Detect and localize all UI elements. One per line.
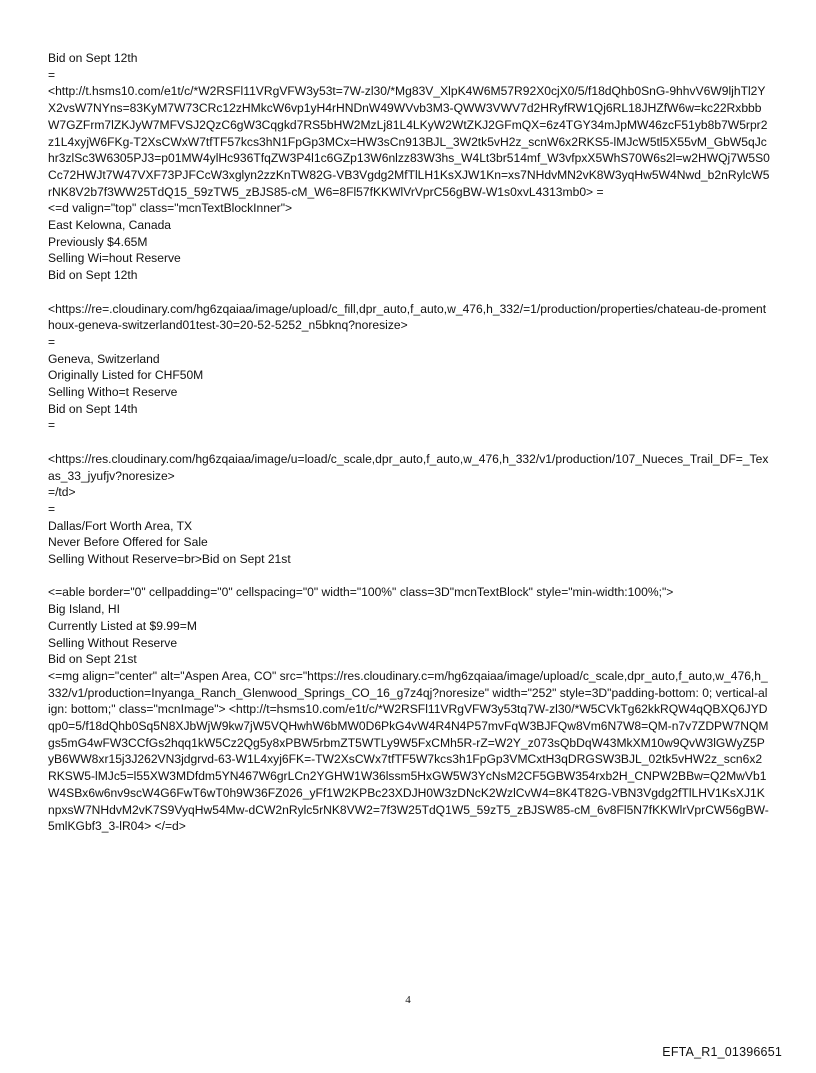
tracking-link[interactable]: <http://t.hsms10.com/e1t/c/*W2RSFl11VRgVFW3y53t=7W-zl30/*Mg83V_XlpK4W6M57R92X0cjX0/5/f18dQhb0SnG-9hhvV6W9ljhTl2YX2vsW7NYns=83KyM7W73CRc12zHMkcW6vp1yH4rHNDnW49WVvb3M3-QWW3VWV7d2HRyfRW1Qj6RL18JHZfW6w=kc22RxbbbW7GZFrm7lZKJyW7MFVSJ2QzC6gW3Cqgkd7RS5bHW2MzLj81L4LKyW2WtZKJ2GFmQX=6z4TGY34mJpMW46zcF51yb8b7W5rpr2z1L4xyjW6FKg-T2XsCWxW7tfTF57kcs3hN1FpGp3MCx=HW3sCn913BJL_3W2tk5vH2z_scnW6x2RKS5-lMJcW5tl5X55vM_GbW5qJchr3zlSc3W6305PJ3=p01MW4ylHc936TfqZW3P4l1c6GZp13W6nlzz83W3hs_W4Lt3br514mf_W3vfpxX5WhS70W6s2l=w2HWQj7W5S0Cc72HWJt7W47VXF73PJFCcW3xglyn2zzKnTW82G-VB3Vgdg2MfTlLH1KsXJW1Kn=xs7NHdvMN2vK8W3yqHw5W4Nwd_b2nRylcW5rNK8V2b7f3WW25TdQ15_59zTW5_zBJS85-cM_W6=8Fl57fKKWlVrVprC56gBW-W1s0xvL4313mb0> = <box>48 84 770 199</box>
blank-line <box>48 568 770 585</box>
property-location: East Kelowna, Canada <box>48 218 172 233</box>
property-reserve: Selling Without Reserve <box>48 635 178 650</box>
image-link[interactable]: <https://res.cloudinary.com/hg6zqaiaa/image/u=load/c_scale,dpr_auto,f_auto,w_476,h_332/v1/production/107_Nueces_Trail_DF=_Texas_33_jyufjv?noresize> <box>48 451 769 483</box>
text-line: = <box>48 418 56 433</box>
email-source-text <box>48 50 770 835</box>
text-line: = <box>48 67 56 82</box>
property-location: Dallas/Fort Worth Area, TX <box>48 518 193 533</box>
bates-stamp: EFTA_R1_01396651 <box>662 1045 782 1059</box>
page-number: 4 <box>405 994 411 1006</box>
property-reserve: Selling Without Reserve=br>Bid on Sept 21st <box>48 552 291 567</box>
property-note: Never Before Offered for Sale <box>48 535 208 550</box>
property-bid-date: Bid on Sept 21st <box>48 652 137 667</box>
text-line: = <box>48 501 56 516</box>
text-line: =/td> <box>48 485 76 500</box>
image-tag-and-tracking-link[interactable]: <=mg align="center" alt="Aspen Area, CO" src="https://res.cloudinary.c=m/hg6zqaiaa/image/upload/c_scale,dpr_auto,f_auto,w_476,h_332/v1/production=Inyanga_Ranch_Glenwood_Springs_CO_16_g7z4qj?noresize" width="252" style=3D"padding-bottom: 0; vertical-align: bottom;" class="mcnImage"> <http://t=hsms10.com/e1t/c/*W2RSFl11VRgVFW3y53tq7W-zl30/*W5CVkTg62kkRQW4qQBXQ6JYDqp0=5/f18dQhb0Sq5N8XJbWjW9kw7jW5VQHwhW6bMW0D6PkG4vW4R4N4P57mvFqW3BJFQw8Vm6N7W8=QM-n7v7ZDPW7NQMgs5mG4wFW3CCfGs2hqq1kW5Cz2Qg5y8xPBW5rbmZT5WTLy9W5FxCMh5R-rZ=W2Y_z073sQbDqW43MkXM10w9QvW3lGWyZ5PyB6WW8xr15j3J262VN3jdgrvd-63-W1L4xyj6FK=-TW2XsCWx7tfTF5W7kcs3h1FpGp3VMCxtH3qDRGSW3BJL_02tk5vHW2z_scn6x2RKSW5-lMJc5=l55XW3MDfdm5YN467W6grLCn2YGHW1W36lssm5HxGW5W3YcNsM2CF5GBW354rxb2H_CNPW2BBw=Q2MwVb1W4SBx6w6nv9scW4G6FwT6wT0h9W36FZ026_yFf1W2KPBc23XDJH0W3zDNcK2WzlCvW4=8K4T82G-VBN3Vgdg2fTlLHV1KsXJ1KnpxsW7NHdvM2vK7S9VyqHw54Mw-dCW2nRylc5rNK8VW2=7f3W25TdQ1W5_59zT5_zBJSW85-cM_6v8Fl5N7fKKWlrVprCW56gBW-5mlKGbf3_3-lR04> </=d> <box>48 668 769 834</box>
property-location: Big Island, HI <box>48 602 120 617</box>
property-bid-date: Bid on Sept 14th <box>48 401 138 416</box>
html-fragment: <=able border="0" cellpadding="0" cellspacing="0" width="100%" class=3D"mcnTextBlock" style="min-width:100%;"> <box>48 585 674 600</box>
property-bid-date: Bid on Sept 12th <box>48 268 138 283</box>
property-price: Originally Listed for CHF50M <box>48 368 204 383</box>
property-price: Currently Listed at $9.99=M <box>48 618 197 633</box>
text-line: <=d valign="top" class="mcnTextBlockInner"> <box>48 201 293 216</box>
property-price: Previously $4.65M <box>48 234 148 249</box>
blank-line <box>48 434 770 451</box>
property-reserve: Selling Wi=hout Reserve <box>48 251 181 266</box>
blank-line <box>48 284 770 301</box>
property-reserve: Selling Witho=t Reserve <box>48 385 178 400</box>
text-line: Bid on Sept 12th <box>48 51 138 65</box>
property-location: Geneva, Switzerland <box>48 351 160 366</box>
text-line: = <box>48 334 56 349</box>
image-link[interactable]: <https://re=.cloudinary.com/hg6zqaiaa/image/upload/c_fill,dpr_auto,f_auto,w_476,h_332/=1/production/properties/chateau-de-promenthoux-geneva-switzerland01test-30=20-52-5252_n5bknq?noresize> <box>48 301 767 333</box>
